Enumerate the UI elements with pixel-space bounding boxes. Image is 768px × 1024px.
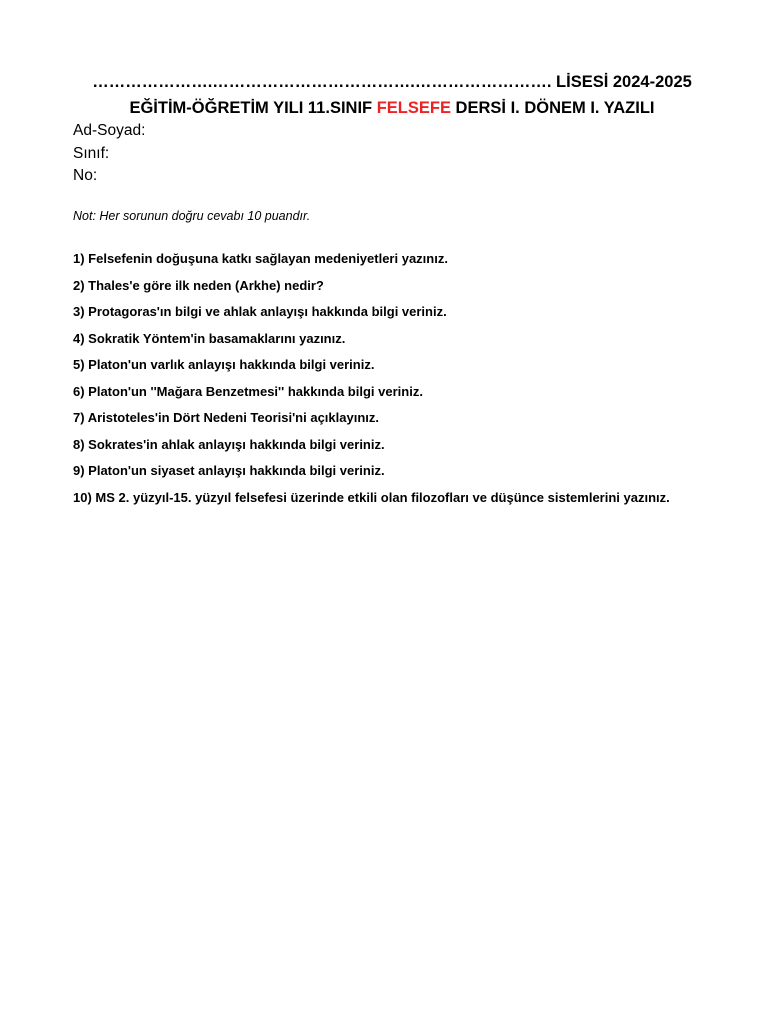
question-list: [73, 246, 670, 511]
question-item: 8) Sokrates'in ahlak anlayışı hakkında bilgi veriniz.: [73, 436, 385, 452]
exam-title-prefix: EĞİTİM-ÖĞRETİM YILI 11.SINIF: [129, 99, 377, 117]
exam-title-suffix: DERSİ I. DÖNEM I. YAZILI: [450, 99, 655, 117]
school-year: LİSESİ 2024-2025: [551, 73, 692, 91]
name-label: Ad-Soyad:: [73, 122, 146, 139]
student-info: [73, 120, 145, 188]
scoring-note: Not: Her sorunun doğru cevabı 10 puandır.: [73, 209, 311, 223]
question-item: 9) Platon'un siyaset anlayışı hakkında bilgi veriniz.: [73, 463, 385, 478]
header-line-school: [0, 69, 768, 95]
question-item: 3) Protagoras'ın bilgi ve ahlak anlayışı hakkında bilgi veriniz.: [73, 304, 447, 319]
school-name-blank: ………………….……………………………….…………………….: [92, 73, 552, 91]
question-item: 5) Platon'un varlık anlayışı hakkında bilgi veriniz.: [73, 357, 375, 372]
question-item: 2) Thales'e göre ilk neden (Arkhe) nedir?: [73, 277, 324, 293]
number-label: No:: [73, 167, 98, 184]
question-item: 10) MS 2. yüzyıl-15. yüzyıl felsefesi üzerinde etkili olan filozofları ve düşünce sistemlerini yazınız.: [73, 489, 670, 505]
header-line-exam: [0, 95, 768, 121]
question-item: 1) Felsefenin doğuşuna katkı sağlayan medeniyetleri yazınız.: [73, 251, 448, 266]
question-item: 4) Sokratik Yöntem'in basamaklarını yazınız.: [73, 330, 346, 346]
class-label: Sınıf:: [73, 144, 110, 162]
question-item: 6) Platon'un ''Mağara Benzetmesi'' hakkında bilgi veriniz.: [73, 383, 423, 399]
question-item: 7) Aristoteles'in Dört Nedeni Teorisi'ni açıklayınız.: [73, 410, 379, 425]
subject-name: FELSEFE: [376, 99, 451, 117]
exam-header: [0, 69, 768, 121]
